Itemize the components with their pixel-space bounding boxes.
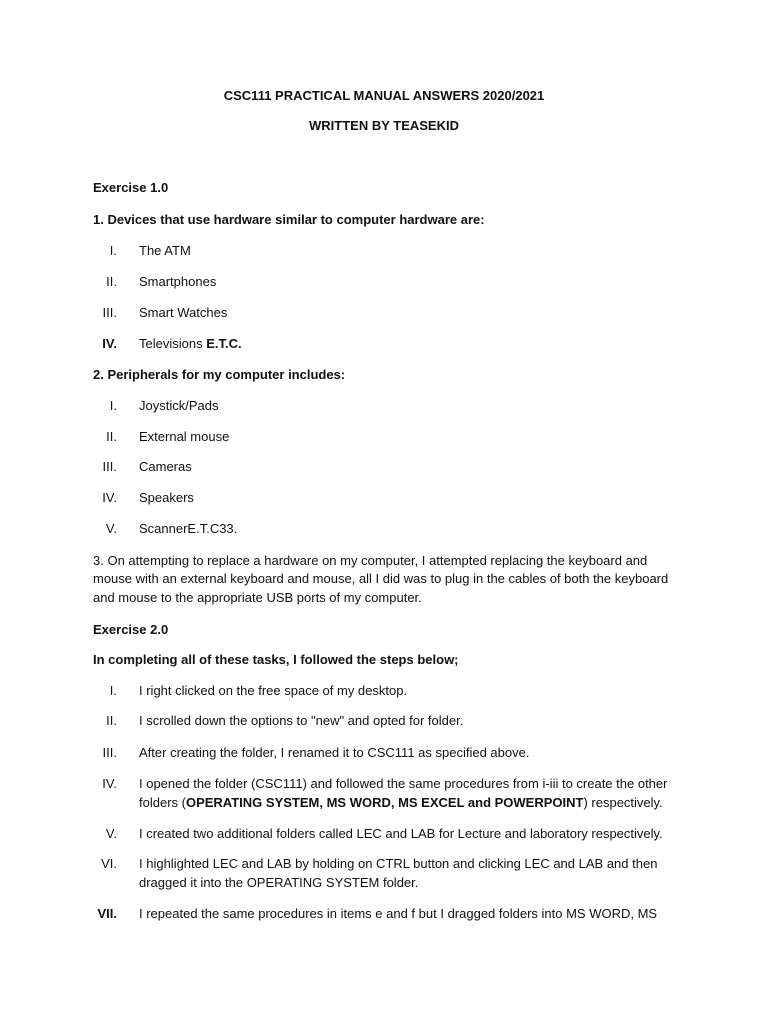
list-item-text: I repeated the same procedures in items e and f but I dragged folders into MS WORD, MS bbox=[139, 906, 658, 921]
document-title: CSC111 PRACTICAL MANUAL ANSWERS 2020/2021 bbox=[223, 88, 545, 103]
etc-suffix: E.T.C. bbox=[206, 336, 242, 351]
list-item-number: V. bbox=[105, 521, 117, 536]
text-segment: folders ( bbox=[139, 795, 186, 810]
question-2: 2. Peripherals for my computer includes: bbox=[93, 367, 346, 382]
list-item-number: II. bbox=[106, 274, 117, 289]
list-item-text: ScannerE.T.C33. bbox=[139, 521, 238, 536]
exercise-2-heading: Exercise 2.0 bbox=[93, 622, 169, 637]
list-item-text: I highlighted LEC and LAB by holding on CTRL button and clicking LEC and LAB and then bbox=[139, 856, 658, 871]
list-item-number: V. bbox=[105, 826, 117, 841]
list-item-text: I scrolled down the options to "new" and opted for folder. bbox=[139, 713, 464, 728]
list-item-text bbox=[139, 793, 684, 812]
list-item-number: I. bbox=[109, 683, 117, 698]
list-item-text bbox=[139, 334, 684, 353]
list-item-number: I. bbox=[109, 398, 117, 413]
list-item-text: External mouse bbox=[139, 429, 230, 444]
list-item-text: After creating the folder, I renamed it to CSC111 as specified above. bbox=[139, 745, 530, 760]
question-3-line-1: 3. On attempting to replace a hardware on my computer, I attempted replacing the keyboard and bbox=[93, 553, 648, 568]
list-item-text: I right clicked on the free space of my desktop. bbox=[139, 683, 408, 698]
list-item-number: III. bbox=[102, 305, 117, 320]
list-item-number: II. bbox=[106, 713, 117, 728]
list-item-text: Speakers bbox=[139, 490, 194, 505]
folder-names: OPERATING SYSTEM, MS WORD, MS EXCEL and POWERPOINT bbox=[185, 795, 584, 810]
question-1: 1. Devices that use hardware similar to computer hardware are: bbox=[93, 212, 485, 227]
text-segment: ) respectively. bbox=[583, 795, 663, 810]
question-3-line-2: mouse with an external keyboard and mouse, all I did was to plug in the cables of both the keyboard bbox=[93, 571, 669, 586]
list-item-text: I opened the folder (CSC111) and followed the same procedures from i-iii to create the other bbox=[139, 776, 668, 791]
list-item-number: II. bbox=[106, 429, 117, 444]
list-item-number: IV. bbox=[102, 776, 117, 791]
list-item-number: I. bbox=[109, 243, 117, 258]
list-item-text: The ATM bbox=[139, 243, 191, 258]
list-item-text: dragged it into the OPERATING SYSTEM folder. bbox=[139, 875, 419, 890]
list-item-number: III. bbox=[102, 459, 117, 474]
list-item-text: Cameras bbox=[139, 459, 192, 474]
document-author: WRITTEN BY TEASEKID bbox=[309, 118, 459, 133]
list-item-number: IV. bbox=[102, 490, 117, 505]
list-item-text: I created two additional folders called LEC and LAB for Lecture and laboratory respectively. bbox=[139, 826, 663, 841]
list-item-text: Smartphones bbox=[139, 274, 217, 289]
list-item-text: Joystick/Pads bbox=[139, 398, 219, 413]
list-item-text: Smart Watches bbox=[139, 305, 228, 320]
list-item-number: VII. bbox=[97, 906, 117, 921]
list-item-number: IV. bbox=[102, 336, 117, 351]
list-item-text-main: Televisions bbox=[139, 336, 203, 351]
exercise-2-intro: In completing all of these tasks, I followed the steps below; bbox=[93, 652, 459, 667]
exercise-1-heading: Exercise 1.0 bbox=[93, 180, 169, 195]
list-item-number: VI. bbox=[101, 856, 117, 871]
list-item-number: III. bbox=[102, 745, 117, 760]
question-3-line-3: and mouse to the appropriate USB ports of my computer. bbox=[93, 590, 422, 605]
